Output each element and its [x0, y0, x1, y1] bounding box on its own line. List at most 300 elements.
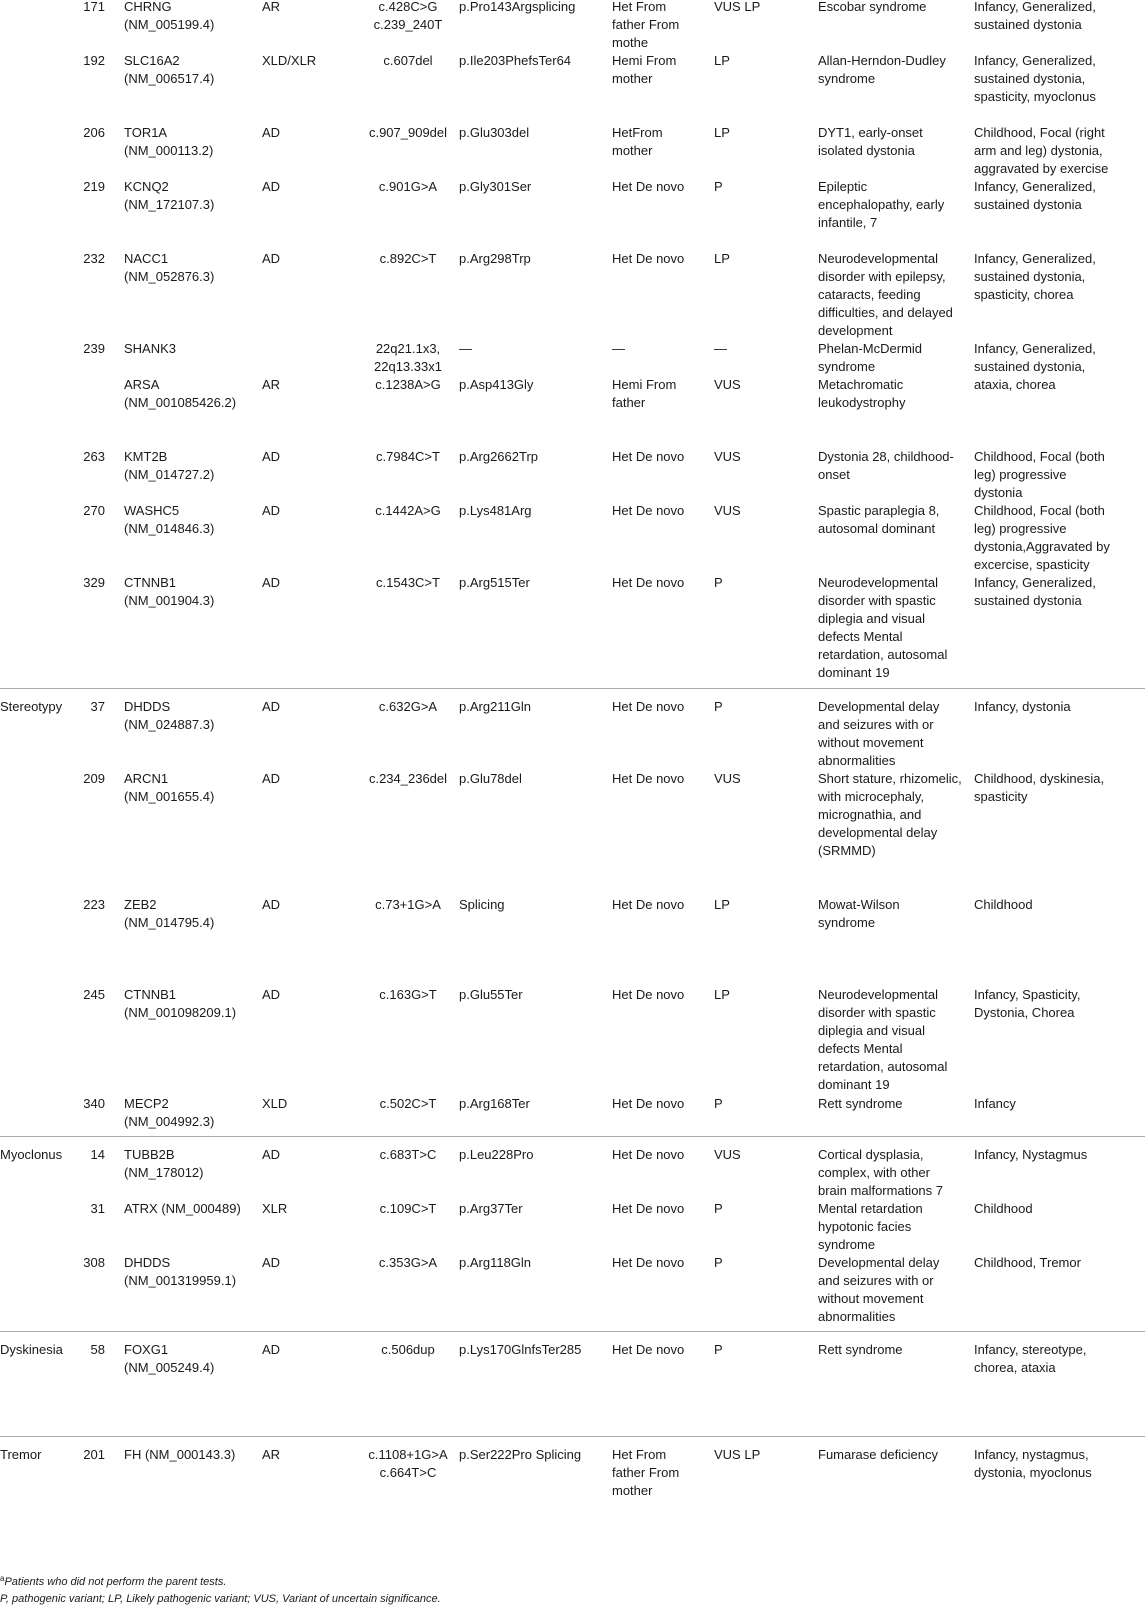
- variant-origin-line: mother: [612, 71, 653, 86]
- acmg-classification-line: VUS: [714, 771, 741, 786]
- movement-phenotype: [974, 1341, 1087, 1377]
- associated-disease-line: Mental retardation: [818, 1201, 923, 1216]
- nucleotide-variant-line: c.907_909del: [368, 125, 448, 140]
- movement-phenotype-line: Infancy, dystonia: [974, 699, 1071, 714]
- inheritance-mode: [262, 1254, 280, 1272]
- inheritance-mode: [262, 986, 280, 1004]
- protein-change: [459, 250, 531, 268]
- gene-name: [124, 770, 214, 806]
- acmg-classification: [714, 448, 741, 466]
- acmg-classification: [714, 1446, 760, 1464]
- gene-name: [124, 896, 214, 932]
- nucleotide-variant-line: c.239_240T: [373, 17, 443, 32]
- nucleotide-variant-line: c.901G>A: [378, 179, 438, 194]
- movement-phenotype: [974, 986, 1080, 1022]
- protein-change: [459, 1254, 531, 1272]
- associated-disease-line: syndrome: [818, 915, 876, 930]
- patient-id-line: 329: [83, 575, 105, 590]
- associated-disease: [818, 448, 954, 484]
- gene-name-line: (NM_172107.3): [124, 197, 215, 212]
- variant-origin-line: Het From: [612, 1447, 667, 1462]
- movement-phenotype-line: Infancy, nystagmus,: [974, 1447, 1089, 1462]
- protein-change-line: p.Arg118Gln: [459, 1255, 532, 1270]
- associated-disease-line: syndrome: [818, 1237, 876, 1252]
- nucleotide-variant: [343, 1341, 473, 1359]
- variant-origin: [612, 1341, 684, 1359]
- associated-disease-line: micrognathia, and: [818, 807, 922, 822]
- associated-disease-line: disorder with spastic: [818, 1005, 936, 1020]
- gene-name: [124, 448, 214, 484]
- protein-change-line: p.Gly301Ser: [459, 179, 532, 194]
- associated-disease-line: Dystonia 28, childhood-: [818, 449, 954, 464]
- gene-name-line: FH (NM_000143.3): [124, 1447, 236, 1462]
- protein-change-line: p.Ile203PhefsTer64: [459, 53, 572, 68]
- associated-disease-line: isolated dystonia: [818, 143, 915, 158]
- acmg-classification-line: VUS: [714, 377, 741, 392]
- variant-origin-line: mothe: [612, 35, 649, 50]
- nucleotide-variant: [343, 574, 473, 592]
- nucleotide-variant-line: c.683T>C: [379, 1147, 437, 1162]
- patient-id-line: 239: [83, 341, 105, 356]
- acmg-classification: [714, 1341, 723, 1359]
- movement-phenotype: [974, 770, 1104, 806]
- movement-phenotype-line: Infancy, Nystagmus: [974, 1147, 1088, 1162]
- movement-phenotype-line: sustained dystonia: [974, 197, 1082, 212]
- gene-name-line: CHRNG: [124, 0, 172, 14]
- movement-phenotype-line: Infancy, Generalized,: [974, 179, 1096, 194]
- inheritance-mode-line: AR: [262, 1447, 281, 1462]
- associated-disease-line: with microcephaly,: [818, 789, 924, 804]
- patient-id: [80, 1095, 105, 1113]
- associated-disease-line: hypotonic facies: [818, 1219, 912, 1234]
- associated-disease-line: syndrome: [818, 359, 876, 374]
- movement-phenotype-line: sustained dystonia,: [974, 269, 1086, 284]
- gene-name-line: (NM_006517.4): [124, 71, 215, 86]
- gene-name: [124, 1341, 214, 1377]
- associated-disease-line: autosomal dominant: [818, 521, 936, 536]
- associated-disease-line: infantile, 7: [818, 215, 878, 230]
- patient-id: [80, 52, 105, 70]
- patient-id-line: 219: [83, 179, 105, 194]
- associated-disease-line: diplegia and visual: [818, 611, 925, 626]
- acmg-classification-line: LP: [714, 53, 730, 68]
- gene-name-line: KMT2B: [124, 449, 168, 464]
- gene-name: [124, 698, 214, 734]
- movement-phenotype-line: spasticity: [974, 789, 1028, 804]
- nucleotide-variant: [343, 1200, 473, 1218]
- variant-origin: [612, 770, 684, 788]
- acmg-classification-line: —: [714, 341, 727, 356]
- variant-origin: [612, 340, 625, 358]
- variant-origin: [612, 1446, 679, 1500]
- associated-disease-line: retardation, autosomal: [818, 1059, 948, 1074]
- associated-disease: [818, 1446, 938, 1464]
- acmg-classification: [714, 52, 730, 70]
- movement-phenotype: [974, 178, 1096, 214]
- gene-name-line: ATRX (NM_000489): [124, 1201, 241, 1216]
- inheritance-mode-line: AD: [262, 771, 281, 786]
- associated-disease: [818, 698, 939, 770]
- associated-disease-line: cataracts, feeding: [818, 287, 921, 302]
- acmg-classification: [714, 698, 723, 716]
- gene-name-line: SLC16A2: [124, 53, 180, 68]
- acmg-classification-line: P: [714, 1201, 723, 1216]
- associated-disease: [818, 1200, 923, 1254]
- movement-phenotype-line: dystonia,Aggravated by: [974, 539, 1110, 554]
- variant-origin: [612, 376, 676, 412]
- patient-id: [80, 986, 105, 1004]
- associated-disease-line: encephalopathy, early: [818, 197, 945, 212]
- associated-disease-line: Developmental delay: [818, 1255, 940, 1270]
- gene-name-line: TOR1A: [124, 125, 168, 140]
- acmg-classification-line: P: [714, 1342, 723, 1357]
- variant-origin-line: Hemi From: [612, 53, 677, 68]
- inheritance-mode-line: AD: [262, 125, 281, 140]
- patient-id-line: 58: [90, 1342, 105, 1357]
- protein-change-line: p.Arg37Ter: [459, 1201, 523, 1216]
- associated-disease-line: Phelan-McDermid: [818, 341, 923, 356]
- inheritance-mode: [262, 896, 280, 914]
- movement-phenotype-line: Infancy, stereotype,: [974, 1342, 1087, 1357]
- inheritance-mode: [262, 574, 280, 592]
- movement-phenotype-line: Dystonia, Chorea: [974, 1005, 1075, 1020]
- nucleotide-variant: [343, 502, 473, 520]
- nucleotide-variant-line: c.234_236del: [368, 771, 448, 786]
- nucleotide-variant: [343, 340, 473, 376]
- inheritance-mode: [262, 448, 280, 466]
- associated-disease-line: disorder with spastic: [818, 593, 936, 608]
- inheritance-mode: [262, 1095, 287, 1113]
- associated-disease: [818, 770, 962, 860]
- associated-disease: [818, 376, 905, 412]
- protein-change-line: p.Asp413Gly: [459, 377, 534, 392]
- protein-change-line: p.Ser222Pro Splicing: [459, 1447, 582, 1462]
- gene-name: [124, 1095, 214, 1131]
- protein-change: [459, 1341, 581, 1359]
- inheritance-mode-line: XLD: [262, 1096, 288, 1111]
- gene-name-line: WASHC5: [124, 503, 180, 518]
- inheritance-mode-line: AD: [262, 897, 281, 912]
- variant-origin: [612, 502, 684, 520]
- gene-name-line: (NM_001319959.1): [124, 1273, 237, 1288]
- associated-disease-line: development: [818, 323, 893, 338]
- movement-phenotype-line: dystonia, myoclonus: [974, 1465, 1092, 1480]
- movement-phenotype-line: spasticity, myoclonus: [974, 89, 1096, 104]
- footnote-abbreviations: P, pathogenic variant; LP, Likely pathogenic variant; VUS, Variant of uncertain significance.: [0, 1593, 441, 1605]
- acmg-classification: [714, 340, 727, 358]
- protein-change: [459, 0, 575, 16]
- associated-disease: [818, 178, 944, 232]
- acmg-classification-line: P: [714, 1255, 723, 1270]
- movement-phenotype-line: Childhood, dyskinesia,: [974, 771, 1105, 786]
- protein-change-line: p.Arg515Ter: [459, 575, 530, 590]
- patient-id: [80, 770, 105, 788]
- acmg-classification: [714, 986, 730, 1004]
- acmg-classification-line: LP: [714, 125, 730, 140]
- row-category: [0, 1446, 41, 1464]
- protein-change-line: p.Arg298Trp: [459, 251, 531, 266]
- patient-id: [80, 574, 105, 592]
- movement-phenotype-line: Childhood, Focal (both: [974, 503, 1105, 518]
- nucleotide-variant-line: c.1108+1G>A: [368, 1447, 448, 1462]
- associated-disease: [818, 1341, 903, 1359]
- variant-origin-line: Het De novo: [612, 575, 685, 590]
- variant-origin: [612, 52, 676, 88]
- patient-id: [80, 502, 105, 520]
- variant-origin-line: Het De novo: [612, 449, 685, 464]
- movement-phenotype-line: Infancy, Generalized,: [974, 575, 1096, 590]
- inheritance-mode: [262, 1446, 280, 1464]
- table-footnotes: [0, 1570, 441, 1608]
- inheritance-mode-line: AD: [262, 1255, 281, 1270]
- variant-origin: [612, 1095, 684, 1113]
- acmg-classification: [714, 896, 730, 914]
- inheritance-mode-line: AD: [262, 251, 281, 266]
- gene-name-line: SHANK3: [124, 341, 177, 356]
- associated-disease-line: Neurodevelopmental: [818, 251, 938, 266]
- row-category: [0, 1341, 63, 1359]
- patient-id-line: 245: [83, 987, 105, 1002]
- gene-name: [124, 376, 236, 412]
- nucleotide-variant-line: c.163G>T: [379, 987, 437, 1002]
- movement-phenotype-line: sustained dystonia,: [974, 359, 1086, 374]
- variant-origin: [612, 178, 684, 196]
- gene-name: [124, 1254, 236, 1290]
- inheritance-mode: [262, 770, 280, 788]
- acmg-classification: [714, 1146, 741, 1164]
- variant-origin: [612, 124, 663, 160]
- patient-id: [80, 250, 105, 268]
- associated-disease-line: Neurodevelopmental: [818, 575, 938, 590]
- gene-name-line: NACC1: [124, 251, 169, 266]
- inheritance-mode-line: XLR: [262, 1201, 288, 1216]
- inheritance-mode-line: AD: [262, 1342, 281, 1357]
- inheritance-mode-line: AD: [262, 503, 281, 518]
- associated-disease-line: difficulties, and delayed: [818, 305, 953, 320]
- associated-disease-line: Allan-Herndon-Dudley: [818, 53, 946, 68]
- movement-phenotype-line: Childhood, Tremor: [974, 1255, 1081, 1270]
- row-category-line: Stereotypy: [0, 699, 63, 714]
- inheritance-mode-line: AD: [262, 1147, 281, 1162]
- row-category-line: Dyskinesia: [0, 1342, 63, 1357]
- associated-disease-line: developmental delay: [818, 825, 938, 840]
- patient-id: [80, 698, 105, 716]
- movement-phenotype: [974, 250, 1096, 304]
- movement-phenotype-line: spasticity, chorea: [974, 287, 1074, 302]
- patient-id-line: 206: [83, 125, 105, 140]
- inheritance-mode-line: AD: [262, 449, 281, 464]
- associated-disease: [818, 250, 953, 340]
- acmg-classification-line: P: [714, 575, 723, 590]
- associated-disease: [818, 1254, 939, 1326]
- nucleotide-variant: [343, 986, 473, 1004]
- inheritance-mode-line: AD: [262, 699, 281, 714]
- gene-name-line: ARCN1: [124, 771, 169, 786]
- protein-change: [459, 698, 531, 716]
- patient-id-line: 209: [83, 771, 105, 786]
- acmg-classification-line: P: [714, 699, 723, 714]
- inheritance-mode: [262, 698, 280, 716]
- movement-phenotype: [974, 1095, 1016, 1113]
- gene-name-line: DHDDS: [124, 699, 171, 714]
- nucleotide-variant: [343, 1254, 473, 1272]
- nucleotide-variant: [343, 178, 473, 196]
- variant-origin-line: father: [612, 395, 646, 410]
- nucleotide-variant: [343, 376, 473, 394]
- acmg-classification-line: P: [714, 1096, 723, 1111]
- protein-change-line: p.Lys481Arg: [459, 503, 532, 518]
- acmg-classification: [714, 1254, 723, 1272]
- acmg-classification: [714, 250, 730, 268]
- movement-phenotype-line: Childhood, Focal (both: [974, 449, 1105, 464]
- associated-disease-line: Epileptic: [818, 179, 868, 194]
- associated-disease-line: Cortical dysplasia,: [818, 1147, 924, 1162]
- patient-id: [80, 340, 105, 358]
- gene-name-line: (NM_014795.4): [124, 915, 215, 930]
- movement-phenotype-line: leg) progressive: [974, 467, 1067, 482]
- associated-disease-line: abnormalities: [818, 1309, 896, 1324]
- movement-phenotype-line: Infancy, Generalized,: [974, 0, 1096, 14]
- gene-name: [124, 250, 214, 286]
- movement-phenotype: [974, 1446, 1092, 1482]
- variant-origin-line: Het De novo: [612, 503, 685, 518]
- associated-disease-line: (SRMMD): [818, 843, 876, 858]
- movement-phenotype-line: chorea, ataxia: [974, 1360, 1056, 1375]
- movement-phenotype: [974, 896, 1033, 914]
- protein-change: [459, 1146, 533, 1164]
- variant-origin-line: Het De novo: [612, 1147, 685, 1162]
- associated-disease-line: without movement: [818, 1291, 924, 1306]
- gene-name-line: (NM_178012): [124, 1165, 204, 1180]
- associated-disease: [818, 986, 947, 1094]
- patient-id-line: 37: [90, 699, 105, 714]
- associated-disease-line: diplegia and visual: [818, 1023, 925, 1038]
- inheritance-mode: [262, 1341, 280, 1359]
- gene-name: [124, 0, 214, 34]
- nucleotide-variant: [343, 52, 473, 70]
- patient-id: [80, 1200, 105, 1218]
- movement-phenotype-line: sustained dystonia: [974, 17, 1082, 32]
- movement-phenotype-line: Infancy, Generalized,: [974, 53, 1096, 68]
- protein-change-line: p.Leu228Pro: [459, 1147, 534, 1162]
- gene-name-line: (NM_000113.2): [124, 143, 214, 158]
- nucleotide-variant: [343, 448, 473, 466]
- gene-name-line: MECP2: [124, 1096, 169, 1111]
- inheritance-mode: [262, 178, 280, 196]
- associated-disease: [818, 1146, 943, 1200]
- gene-name-line: (NM_001655.4): [124, 789, 215, 804]
- associated-disease-line: dominant 19: [818, 1077, 890, 1092]
- associated-disease-line: Short stature, rhizomelic,: [818, 771, 962, 786]
- protein-change-line: p.Glu78del: [459, 771, 522, 786]
- associated-disease-line: DYT1, early-onset: [818, 125, 923, 140]
- patient-id: [80, 178, 105, 196]
- protein-change: [459, 574, 530, 592]
- movement-phenotype-line: dystonia: [974, 485, 1023, 500]
- movement-phenotype: [974, 448, 1105, 502]
- inheritance-mode: [262, 250, 280, 268]
- variant-origin-line: father From: [612, 17, 680, 32]
- associated-disease: [818, 52, 946, 88]
- nucleotide-variant: [343, 1446, 473, 1482]
- inheritance-mode-line: AD: [262, 179, 281, 194]
- variant-origin-line: Het De novo: [612, 1096, 685, 1111]
- movement-phenotype-line: excercise, spasticity: [974, 557, 1090, 572]
- nucleotide-variant-line: 22q13.33x1: [374, 359, 442, 374]
- patient-id: [80, 1146, 105, 1164]
- associated-disease-line: Metachromatic: [818, 377, 904, 392]
- patient-id-line: 340: [83, 1096, 105, 1111]
- acmg-classification-line: VUS LP: [714, 0, 761, 14]
- nucleotide-variant: [343, 124, 473, 142]
- movement-phenotype-line: aggravated by exercise: [974, 161, 1109, 176]
- protein-change-line: p.Arg168Ter: [459, 1096, 530, 1111]
- gene-name: [124, 502, 214, 538]
- variant-origin: [612, 698, 684, 716]
- nucleotide-variant-line: c.506dup: [381, 1342, 435, 1357]
- movement-phenotype: [974, 124, 1108, 178]
- patient-id-line: 31: [90, 1201, 105, 1216]
- movement-phenotype-line: Infancy, Generalized,: [974, 251, 1096, 266]
- protein-change: [459, 1200, 523, 1218]
- nucleotide-variant-line: 22q21.1x3,: [375, 341, 441, 356]
- acmg-classification: [714, 178, 723, 196]
- movement-phenotype: [974, 0, 1096, 34]
- acmg-classification-line: LP: [714, 897, 730, 912]
- variant-origin-line: —: [612, 341, 625, 356]
- variant-origin-line: Het De novo: [612, 987, 685, 1002]
- acmg-classification: [714, 574, 723, 592]
- variant-origin-line: Het De novo: [612, 771, 685, 786]
- row-category: [0, 1146, 62, 1164]
- associated-disease-line: disorder with epilepsy,: [818, 269, 946, 284]
- associated-disease: [818, 502, 939, 538]
- inheritance-mode: [262, 502, 280, 520]
- category-separator: [0, 1136, 1145, 1137]
- acmg-classification: [714, 502, 741, 520]
- gene-name: [124, 340, 176, 358]
- associated-disease-line: abnormalities: [818, 753, 896, 768]
- movement-phenotype-line: arm and leg) dystonia,: [974, 143, 1103, 158]
- variant-origin-line: Het De novo: [612, 699, 685, 714]
- inheritance-mode: [262, 0, 280, 16]
- acmg-classification: [714, 1200, 723, 1218]
- protein-change: [459, 340, 472, 358]
- acmg-classification: [714, 770, 741, 788]
- patient-id-line: 232: [83, 251, 105, 266]
- variant-origin-line: mother: [612, 1483, 653, 1498]
- variant-origin: [612, 0, 679, 52]
- variant-origin: [612, 448, 684, 466]
- acmg-classification-line: VUS: [714, 503, 741, 518]
- movement-phenotype-line: sustained dystonia,: [974, 71, 1086, 86]
- associated-disease-line: onset: [818, 467, 850, 482]
- category-separator: [0, 688, 1145, 689]
- movement-phenotype-line: Childhood: [974, 1201, 1033, 1216]
- gene-name: [124, 1200, 241, 1218]
- associated-disease-line: brain malformations 7: [818, 1183, 943, 1198]
- protein-change: [459, 52, 571, 70]
- movement-phenotype: [974, 574, 1096, 610]
- gene-name: [124, 574, 214, 610]
- variant-origin-line: Het De novo: [612, 1342, 685, 1357]
- variant-origin: [612, 250, 684, 268]
- movement-phenotype-line: Infancy, Generalized,: [974, 341, 1096, 356]
- associated-disease-line: without movement: [818, 735, 924, 750]
- associated-disease-line: and seizures with or: [818, 1273, 934, 1288]
- acmg-classification: [714, 124, 730, 142]
- nucleotide-variant-line: c.109C>T: [379, 1201, 437, 1216]
